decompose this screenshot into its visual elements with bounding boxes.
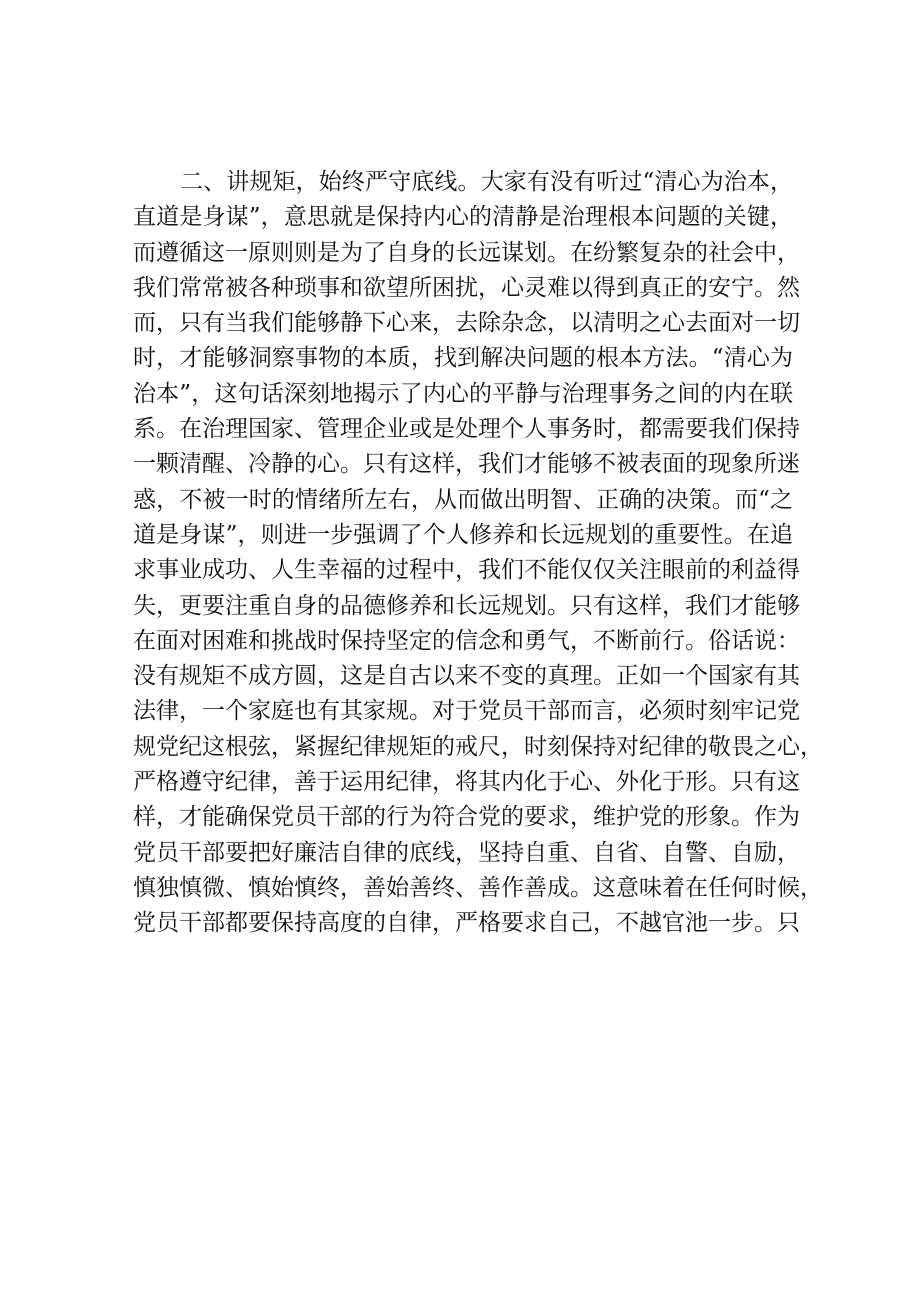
paragraph-line: 党员干部都要保持高度的自律，严格要求自己，不越官池一步。只: [133, 910, 800, 937]
paragraph-line: 惑，不被一时的情绪所左右，从而做出明智、正确的决策。而“之: [133, 486, 793, 513]
paragraph-line: 没有规矩不成方圆，这是自古以来不变的真理。正如一个国家有其: [133, 663, 800, 690]
paragraph-line: 失，更要注重自身的品德修养和长远规划。只有这样，我们才能够: [133, 592, 800, 619]
paragraph-line: 二、讲规矩，始终严守底线。大家有没有听过“清心为治本，: [180, 169, 793, 195]
paragraph-line: 一颗清醒、冷静的心。只有这样，我们才能够不被表面的现象所迷: [133, 451, 800, 478]
paragraph-line: 时，才能够洞察事物的本质，找到解决问题的根本方法。“清心为: [133, 345, 793, 372]
paragraph-line: 治本”，这句话深刻地揭示了内心的平静与治理事务之间的内在联: [133, 380, 793, 407]
paragraph-line: 而，只有当我们能够静下心来，去除杂念，以清明之心去面对一切: [133, 310, 800, 337]
paragraph-line: 慎独慎微、慎始慎终，善始善终、善作善成。这意味着在任何时候，: [133, 874, 823, 901]
paragraph-line: 道是身谋”，则进一步强调了个人修养和长远规划的重要性。在追: [133, 521, 793, 548]
paragraph-line: 样，才能确保党员干部的行为符合党的要求，维护党的形象。作为: [133, 804, 800, 831]
paragraph-line: 法律，一个家庭也有其家规。对于党员干部而言，必须时刻牢记党: [133, 698, 800, 725]
paragraph-line: 而遵循这一原则则是为了自身的长远谋划。在纷繁复杂的社会中，: [133, 239, 800, 266]
paragraph-line: 系。在治理国家、管理企业或是处理个人事务时，都需要我们保持: [133, 416, 800, 443]
paragraph-line: 在面对困难和挑战时保持坚定的信念和勇气，不断前行。俗话说：: [133, 627, 800, 654]
paragraph-line: 党员干部要把好廉洁自律的底线，坚持自重、自省、自警、自励，: [133, 839, 800, 866]
body-paragraph: [133, 165, 823, 942]
paragraph-line: 我们常常被各种琐事和欲望所困扰，心灵难以得到真正的安宁。然: [133, 274, 800, 301]
paragraph-line: 严格遵守纪律，善于运用纪律，将其内化于心、外化于形。只有这: [133, 769, 800, 796]
paragraph-line: 直道是身谋”，意思就是保持内心的清静是治理根本问题的关键，: [133, 204, 793, 231]
paragraph-line: 规党纪这根弦，紧握纪律规矩的戒尺，时刻保持对纪律的敬畏之心，: [133, 733, 823, 760]
paragraph-line: 求事业成功、人生幸福的过程中，我们不能仅仅关注眼前的利益得: [133, 557, 800, 584]
